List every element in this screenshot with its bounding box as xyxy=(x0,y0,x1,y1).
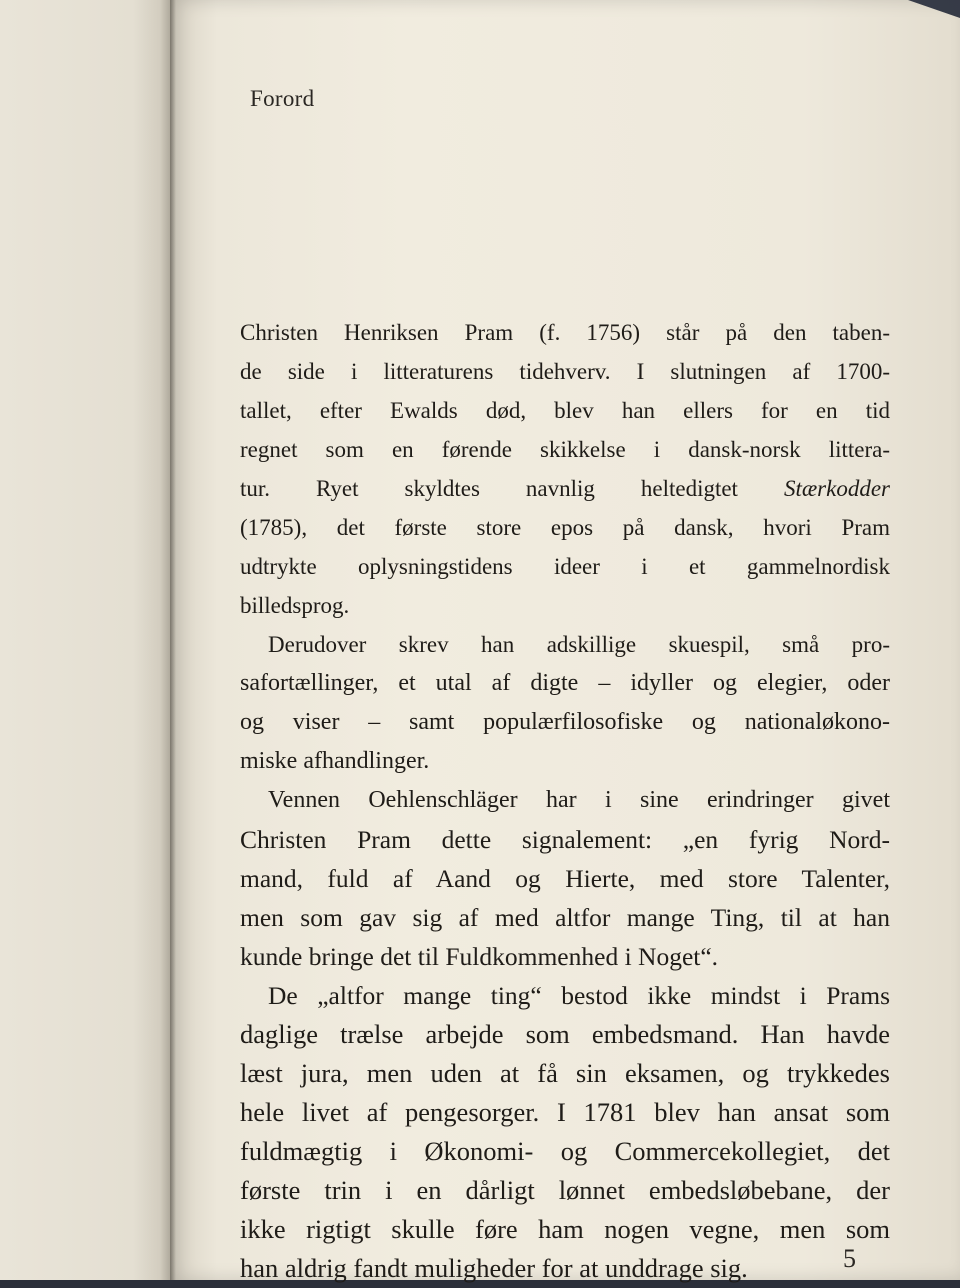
page-edge-shadow xyxy=(170,0,176,1280)
text-line: han aldrig fandt muligheder for at unddrage sig. xyxy=(240,1253,748,1283)
text-line: miske afhandlinger. xyxy=(240,748,430,774)
text-line: mand, fuld af Aand og Hierte, med store Talenter, xyxy=(240,864,890,893)
text-line: regnet som en førende skikkelse i dansk-norsk littera- xyxy=(240,437,890,462)
text-line: (1785), det første store epos på dansk, hvori Pram xyxy=(240,515,890,540)
text-line xyxy=(240,469,890,508)
body-text xyxy=(240,313,890,1288)
text-line: billedsprog. xyxy=(240,593,350,618)
text-line: Christen Pram dette signalement: „en fyrig Nord- xyxy=(240,825,890,854)
text-line: De „altfor mange ting“ bestod ikke mindst i Prams xyxy=(268,981,890,1010)
text-line: Derudover skrev han adskillige skuespil, små pro- xyxy=(268,632,890,657)
text-line: men som gav sig af med altfor mange Ting, til at han xyxy=(240,903,890,932)
text-line: Christen Henriksen Pram (f. 1756) står på den taben- xyxy=(240,320,890,345)
text-line: ikke rigtigt skulle føre ham nogen vegne, men som xyxy=(240,1214,890,1244)
text-line: læst jura, men uden at få sin eksamen, og trykkedes xyxy=(240,1058,890,1088)
text-line: Vennen Oehlenschläger har i sine erindringer givet xyxy=(268,787,890,813)
text-line: kunde bringe det til Fuldkommenhed i Noget“. xyxy=(240,942,719,971)
text-line: udtrykte oplysningstidens ideer i et gammelnordisk xyxy=(240,554,890,579)
text-line: tallet, efter Ewalds død, blev han ellers for en tid xyxy=(240,398,890,423)
text-line: første trin i en dårligt lønnet embedsløbebane, der xyxy=(240,1175,890,1205)
text-line: daglige trælse arbejde som embedsmand. Han havde xyxy=(240,1019,890,1049)
page-number: 5 xyxy=(843,1244,856,1273)
text-fragment: tur. Ryet skyldtes navnlig heltedigtet xyxy=(240,476,738,501)
italic-title: Stærkodder xyxy=(783,476,890,501)
text-line: hele livet af pengesorger. I 1781 blev han ansat som xyxy=(240,1097,890,1127)
section-heading: Forord xyxy=(250,86,315,111)
text-line: fuldmægtig i Økonomi- og Commercekollegiet, det xyxy=(240,1136,890,1166)
text-line: de side i litteraturens tidehverv. I slutningen af 1700- xyxy=(240,359,890,384)
text-line: og viser – samt populærfilosofiske og nationaløkono- xyxy=(240,709,890,735)
text-line: safortællinger, et utal af digte – idyller og elegier, oder xyxy=(240,670,890,696)
